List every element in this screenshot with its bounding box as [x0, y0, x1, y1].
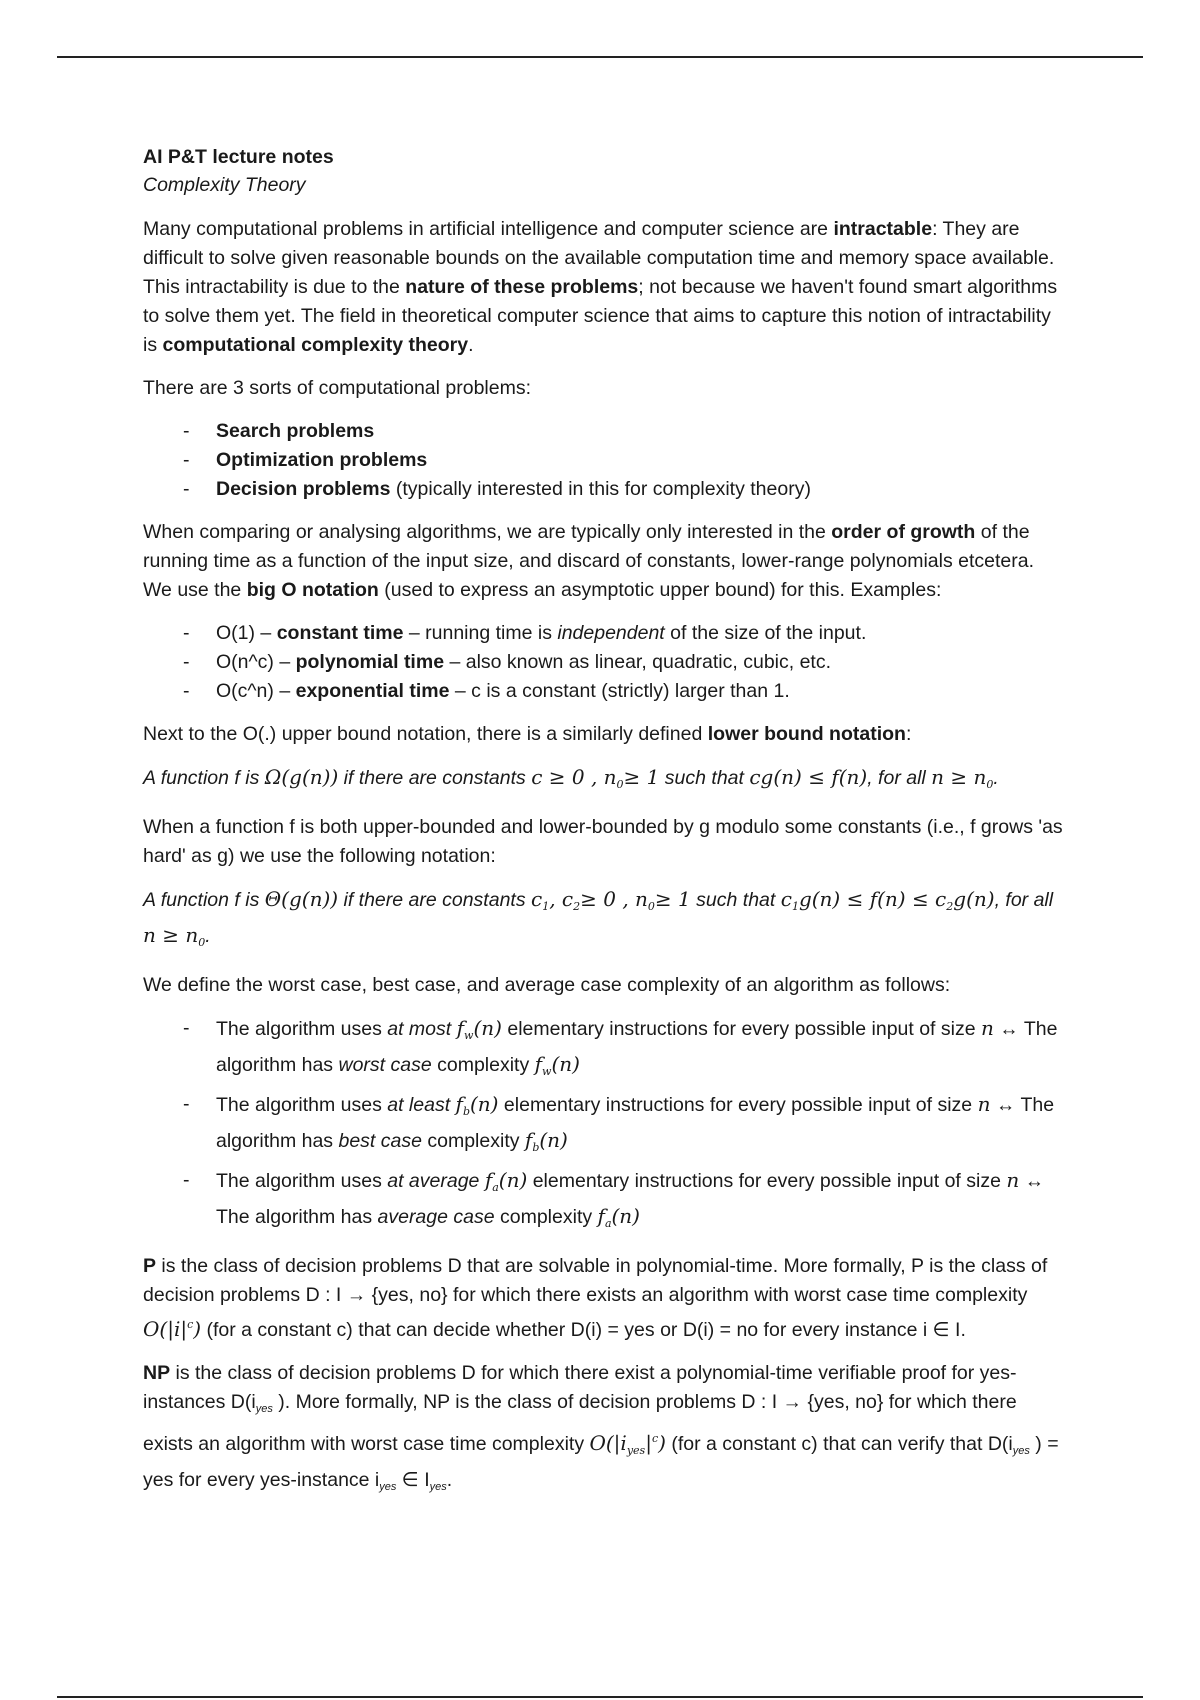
case-text: The algorithm has: [216, 1094, 1055, 1152]
formula-part: g(n) ≤ f(n) ≤ c: [798, 887, 947, 911]
case-text: elementary instructions for every possible input of size: [501, 1018, 981, 1040]
case-text: The algorithm uses: [216, 1094, 388, 1116]
bigo-name: exponential time: [295, 680, 450, 702]
formula-part: c: [780, 887, 792, 911]
formula-part: f: [597, 1204, 605, 1228]
lower-text-2: :: [905, 723, 912, 745]
formula-part: (n): [470, 1092, 499, 1116]
growth-text-1: When comparing or analysing algorithms, we are typically only interested in the: [143, 521, 832, 543]
list-item: [143, 475, 1063, 504]
subscript: a: [492, 1181, 499, 1194]
formula-part: |: [645, 1431, 652, 1455]
np-class-text: ) = yes for every yes-instance i: [143, 1433, 1059, 1491]
bigo-desc: – c is a constant (strictly) larger than 1.: [449, 680, 790, 702]
document-body: [143, 143, 1063, 1516]
intro-paragraph: [143, 215, 1063, 360]
formula: Θ(g(n)): [264, 887, 339, 911]
formula-part: f: [456, 1016, 465, 1040]
np-class-label: NP: [143, 1362, 171, 1384]
formula: cg(n) ≤ f(n): [749, 765, 868, 789]
bigo-desc: – also known as linear, quadratic, cubic, etc.: [444, 651, 832, 673]
subscript: b: [532, 1141, 540, 1154]
cases-list: [143, 1014, 1063, 1238]
formula-part: n ≥ n: [143, 923, 199, 947]
footer-rule: [57, 1696, 1143, 1698]
intro-text-4: .: [468, 334, 474, 356]
bigo-desc-end: of the size of the input.: [664, 622, 867, 644]
bigo-emph: independent: [557, 622, 665, 644]
formula-part: O(|i|: [143, 1317, 188, 1341]
formula-part: f: [484, 1168, 493, 1192]
formula-part: f: [524, 1128, 533, 1152]
subscript: yes: [1012, 1445, 1030, 1457]
omega-definition: [143, 763, 1063, 799]
subscript: b: [462, 1105, 470, 1118]
growth-bold-order: order of growth: [831, 521, 976, 543]
np-class-text: (for a constant c) that can verify that D(i: [665, 1433, 1013, 1455]
case-text: elementary instructions for every possible input of size: [527, 1170, 1007, 1192]
formula-part: (n): [473, 1016, 502, 1040]
np-class-text: is the class of decision problems D for which there exist a polynomial-time verifiable proof for yes-instances D(i: [143, 1362, 1017, 1413]
intro-bold-nature: nature of these problems: [405, 276, 639, 298]
formula: [598, 1204, 640, 1228]
case-text: complexity: [421, 1130, 525, 1152]
formula-part: ≥ 1: [623, 765, 660, 789]
def-text: .: [993, 767, 999, 789]
lower-bold: lower bound notation: [707, 723, 906, 745]
formula: [457, 1016, 502, 1040]
list-item: [143, 1090, 1063, 1162]
subscript: 1: [791, 900, 799, 913]
def-text: such that: [659, 767, 750, 789]
case-text: The algorithm has: [216, 1018, 1058, 1076]
theta-definition: [143, 885, 1063, 957]
formula: [143, 923, 205, 947]
superscript: c: [187, 1318, 194, 1331]
formula: [525, 1128, 568, 1152]
def-text: , for all: [994, 889, 1054, 911]
formula: [535, 1052, 580, 1076]
case-quantifier: at least: [387, 1094, 451, 1116]
growth-text-2: of the running time as a function of the input size, and discard of constants, lower-range polynomials etcetera. We use the: [143, 521, 1034, 601]
header-rule: [57, 56, 1143, 58]
formula: [781, 887, 995, 911]
case-quantifier: at most: [387, 1018, 452, 1040]
bigo-examples-list: [143, 619, 1063, 706]
list-item: [143, 677, 1063, 706]
intro-bold-cct: computational complexity theory: [162, 334, 469, 356]
equivalence-arrow: ↔: [990, 1094, 1021, 1116]
growth-text-3: (used to express an asymptotic upper bound) for this. Examples:: [378, 579, 942, 601]
bigo-notation: O(1) –: [216, 622, 277, 644]
list-item: [143, 619, 1063, 648]
formula: [456, 1092, 499, 1116]
intro-text-1: Many computational problems in artificial intelligence and computer science are: [143, 218, 834, 240]
case-text: The algorithm has: [216, 1206, 378, 1228]
case-kind: best case: [338, 1130, 422, 1152]
case-text: elementary instructions for every possible input of size: [498, 1094, 978, 1116]
intro-text-3: ; not because we haven't found smart algorithms to solve them yet. The field in theoretical computer science that aims to capture this notion of intractability is: [143, 276, 1058, 356]
def-text: .: [205, 925, 211, 947]
case-text: complexity: [431, 1054, 535, 1076]
subscript: yes: [626, 1444, 646, 1457]
subscript: yes: [379, 1481, 397, 1493]
subscript: w: [464, 1029, 474, 1042]
growth-paragraph: [143, 518, 1063, 605]
cases-lead: We define the worst case, best case, and average case complexity of an algorithm as follows:: [143, 974, 951, 996]
p-class-paragraph: [143, 1252, 1063, 1345]
case-quantifier: at average: [387, 1170, 480, 1192]
subscript: 0: [616, 778, 624, 791]
formula-part: (n): [611, 1204, 640, 1228]
case-text: The algorithm uses: [216, 1018, 388, 1040]
subscript: yes: [255, 1403, 273, 1415]
np-class-text: .: [446, 1469, 453, 1491]
sorts-lead: There are 3 sorts of computational problems:: [143, 377, 532, 399]
formula: [531, 765, 659, 789]
formula-part: c ≥ 0 , n: [531, 765, 617, 789]
list-item: [143, 648, 1063, 677]
intro-text-2: : They are difficult to solve given reasonable bounds on the available computation time and memory space available. This intractability is due to the: [143, 218, 1055, 298]
subscript: 0: [986, 778, 994, 791]
equivalence-arrow: ↔: [1019, 1170, 1045, 1192]
list-item: [143, 446, 1063, 475]
formula: [485, 1168, 527, 1192]
def-text: A function f is: [143, 767, 265, 789]
p-class-text-2: (for a constant c) that can decide whether D(i) = yes or D(i) = no for every instance i ∈ I.: [201, 1319, 966, 1341]
formula-part: c: [531, 887, 543, 911]
case-text: The algorithm uses: [216, 1170, 388, 1192]
superscript: c: [651, 1432, 659, 1445]
def-text: A function f is: [143, 889, 265, 911]
def-text: if there are constants: [338, 889, 531, 911]
bigo-name: polynomial time: [295, 651, 445, 673]
formula: Ω(g(n)): [264, 765, 339, 789]
bigo-desc: – running time is: [403, 622, 558, 644]
doc-subtitle: Complexity Theory: [143, 174, 306, 196]
list-item: [143, 1166, 1063, 1238]
doc-title: AI P&T lecture notes: [143, 146, 334, 168]
case-kind: worst case: [338, 1054, 432, 1076]
formula-part: ): [193, 1317, 202, 1341]
lower-bound-paragraph: [143, 720, 1063, 749]
subscript: 2: [573, 900, 581, 913]
formula-part: (n): [539, 1128, 568, 1152]
list-item-text: (typically interested in this for complexity theory): [390, 478, 811, 500]
def-text: , for all: [867, 767, 932, 789]
equivalence-arrow: ↔: [993, 1018, 1024, 1040]
bigo-name: constant time: [276, 622, 404, 644]
p-class-text-1: is the class of decision problems D that are solvable in polynomial-time. More formally, P is the class of decision problems D : I → {yes, no} for which there exists an algorithm with worst case time complexity: [143, 1255, 1048, 1306]
formula-part: ≥ 1: [654, 887, 691, 911]
formula: n: [1006, 1168, 1020, 1192]
list-item: [143, 1014, 1063, 1086]
formula-part: O(|i: [589, 1431, 627, 1455]
bigo-notation: O(c^n) –: [216, 680, 296, 702]
formula-part: ≥ 0 , n: [580, 887, 648, 911]
formula: n: [981, 1016, 994, 1040]
growth-bold-bigo: big O notation: [246, 579, 379, 601]
def-text: if there are constants: [338, 767, 532, 789]
formula-part: f: [534, 1052, 543, 1076]
list-item: [143, 417, 1063, 446]
subscript: 0: [198, 936, 206, 949]
np-class-text: ). More formally, NP is the class of decision problems D : I → {yes, no} for which there exists an algorithm with worst case time complexity: [143, 1391, 1017, 1455]
lower-text-1: Next to the O(.) upper bound notation, there is a similarly defined: [143, 723, 708, 745]
formula-part: n ≥ n: [931, 765, 987, 789]
formula-part: (n): [551, 1052, 580, 1076]
def-text: such that: [690, 889, 781, 911]
subscript: 1: [542, 900, 550, 913]
formula: [931, 765, 993, 789]
subscript: a: [604, 1217, 612, 1230]
intro-bold-intractable: intractable: [833, 218, 933, 240]
subscript: yes: [429, 1481, 447, 1493]
formula-part: ): [658, 1431, 666, 1455]
formula: [589, 1431, 665, 1455]
np-class-paragraph: [143, 1359, 1063, 1502]
problem-sorts-list: [143, 417, 1063, 504]
formula-part: f: [455, 1092, 463, 1116]
formula: [143, 1317, 201, 1341]
formula: [531, 887, 691, 911]
formula-part: , c: [549, 887, 574, 911]
case-text: complexity: [494, 1206, 598, 1228]
subscript: w: [542, 1065, 552, 1078]
list-item-bold: Optimization problems: [216, 449, 428, 471]
both-bounds-paragraph: When a function f is both upper-bounded and lower-bounded by g modulo some constants (i.e., f grows 'as hard' as g) we use the following notation:: [143, 816, 1063, 867]
subscript: 2: [946, 900, 954, 913]
case-kind: average case: [377, 1206, 495, 1228]
subscript: 0: [647, 900, 655, 913]
formula-part: (n): [498, 1168, 528, 1192]
p-class-label: P: [143, 1255, 157, 1277]
formula: n: [977, 1092, 991, 1116]
list-item-bold: Search problems: [216, 420, 375, 442]
bigo-notation: O(n^c) –: [216, 651, 296, 673]
list-item-bold: Decision problems: [216, 478, 391, 500]
formula-part: g(n): [953, 887, 995, 911]
np-class-text: ∈ I: [396, 1469, 430, 1491]
